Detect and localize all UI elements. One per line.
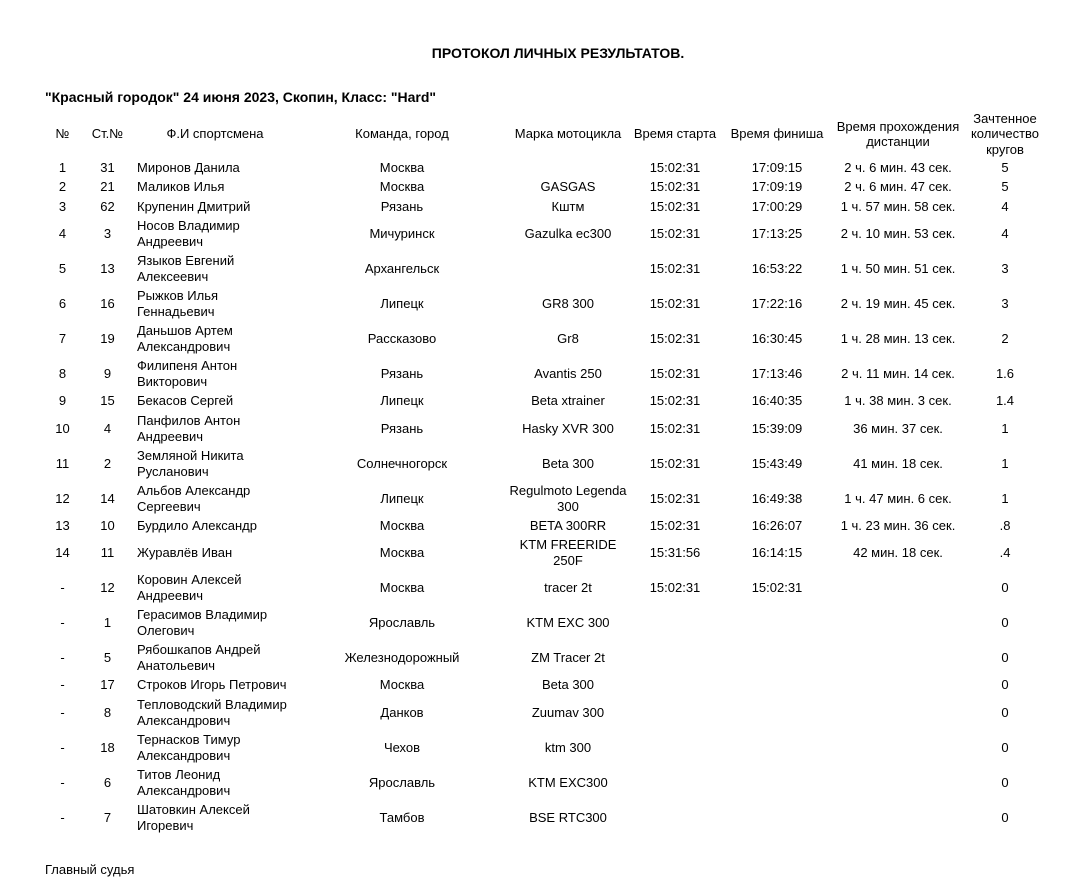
cell-name: Носов Владимир Андреевич [137,218,240,249]
cell-start-number: 14 [100,490,115,506]
cell-bike: Gazulka ec300 [524,226,612,241]
cell-laps: .8 [999,517,1011,533]
cell-laps: 3 [1001,296,1009,311]
cell-duration: 1 ч. 47 мин. 6 сек. [844,490,952,506]
cell-laps: 4 [1001,226,1009,241]
cell-bike: Кштм [551,198,585,214]
cell-finish-time [723,765,831,800]
table-row [45,411,1045,446]
cell-duration: 2 ч. 10 мин. 53 сек. [840,226,956,241]
cell-team: Москва [379,517,425,533]
cell-duration [831,765,965,800]
cell-laps: 4 [1001,198,1009,214]
cell-place: 6 [58,296,67,311]
cell-finish-time: 17:00:29 [751,198,803,214]
cell-finish-time [723,641,831,676]
cell-duration: 2 ч. 19 мин. 45 сек. [840,296,956,311]
cell-laps: 1.4 [995,393,1015,409]
cell-duration [831,641,965,676]
cell-place: 12 [55,490,70,506]
cell-start-number: 21 [100,179,115,195]
cell-laps: 1.6 [995,366,1015,381]
cell-place: 2 [58,179,67,195]
cell-bike: Beta 300 [541,677,595,693]
cell-team: Солнечногорск [356,455,448,471]
header-laps: Зачтенное количество кругов [970,110,1040,157]
cell-start-time: 15:02:31 [649,159,701,175]
cell-duration: 1 ч. 28 мин. 13 сек. [840,331,956,346]
table-row [45,730,1045,765]
table-row [45,357,1045,392]
cell-finish-time: 17:13:46 [751,366,803,381]
cell-bike: Regulmoto Legenda 300 [509,482,627,514]
cell-start-number: 15 [100,393,115,409]
cell-start-number: 9 [103,366,112,381]
cell-start-number: 1 [103,615,112,630]
cell-name: Коровин Алексей Андреевич [137,572,242,603]
cell-start-number: 18 [100,739,115,755]
cell-team: Чехов [383,739,421,755]
cell-name: Крупенин Дмитрий [137,198,251,214]
cell-name: Филипеня Антон Викторович [137,358,238,389]
table-row [45,695,1045,730]
cell-finish-time [723,800,831,835]
cell-start-number: 2 [103,455,112,471]
cell-bike: Gr8 [557,331,579,346]
results-table [45,110,1045,835]
cell-duration: 42 мин. 18 сек. [853,545,943,560]
cell-place: 3 [58,198,67,214]
table-header-row [45,110,1045,158]
cell-name: Рыжков Илья Геннадьевич [137,288,219,319]
cell-name: Миронов Данила [137,159,240,175]
cell-laps: 2 [1001,331,1009,346]
cell-duration: 1 ч. 57 мин. 58 сек. [840,198,956,214]
cell-name: Даньшов Артем Александрович [137,323,233,354]
cell-duration [831,571,965,606]
cell-bike: ktm 300 [544,739,592,755]
cell-start-number: 17 [100,677,115,693]
header-duration: Время прохождения дистанции [836,118,960,149]
cell-laps: 0 [1001,704,1009,720]
cell-start-number: 10 [100,517,115,533]
cell-place: - [60,809,65,825]
cell-bike [509,252,627,287]
table-row [45,765,1045,800]
footer-text: Главный судья [45,862,135,877]
cell-finish-time [723,730,831,765]
table-row [45,392,1045,412]
cell-bike: tracer 2t [544,580,592,595]
cell-name: Герасимов Владимир Олегович [137,607,268,638]
cell-place: 8 [58,366,67,381]
cell-laps: 0 [1001,615,1009,630]
cell-duration [831,730,965,765]
cell-start-number: 8 [103,704,112,720]
cell-duration [831,800,965,835]
cell-finish-time: 17:22:16 [751,296,803,311]
cell-laps: 1 [1001,420,1009,436]
cell-start-number: 31 [100,159,115,175]
cell-place: - [60,615,65,630]
table-row [45,322,1045,357]
cell-duration: 2 ч. 6 мин. 47 сек. [844,179,952,195]
cell-team: Липецк [380,490,424,506]
table-row [45,641,1045,676]
cell-bike: Hasky XVR 300 [522,420,614,436]
cell-start-time: 15:02:31 [649,455,701,471]
cell-duration [831,695,965,730]
results-body [45,158,1045,835]
cell-start-number: 6 [103,774,112,790]
cell-finish-time [723,606,831,641]
cell-team: Ярославль [368,615,436,630]
cell-duration: 1 ч. 50 мин. 51 сек. [840,261,956,276]
cell-start-number: 13 [100,261,115,276]
cell-duration: 1 ч. 23 мин. 36 сек. [840,517,956,533]
cell-team: Архангельск [364,261,440,276]
cell-bike: Zuumav 300 [531,704,605,720]
cell-team: Москва [379,179,425,195]
table-row [45,536,1045,571]
cell-place: - [60,739,65,755]
cell-laps: 0 [1001,580,1009,595]
cell-duration: 41 мин. 18 сек. [853,455,943,471]
event-subtitle: "Красный городок" 24 июня 2023, Скопин, Класс: "Hard" [45,89,437,105]
cell-start-time: 15:02:31 [649,226,701,241]
cell-finish-time: 16:53:22 [751,261,803,276]
header-name: Ф.И спортсмена [166,126,264,142]
cell-duration [831,606,965,641]
cell-name: Бурдило Александр [137,517,257,533]
cell-bike: KTM EXC300 [528,774,608,790]
cell-place: 10 [55,420,70,436]
cell-start-time [627,641,723,676]
header-bike: Марка мотоцикла [514,126,622,142]
cell-laps: 1 [1001,455,1009,471]
cell-finish-time: 16:26:07 [751,517,803,533]
cell-team: Мичуринск [369,226,435,241]
cell-place: 5 [58,261,67,276]
cell-finish-time: 17:09:15 [751,159,803,175]
cell-laps: .4 [999,545,1011,560]
table-row [45,481,1045,516]
cell-finish-time: 15:39:09 [751,420,803,436]
cell-team: Липецк [380,393,424,409]
cell-place: 4 [58,226,67,241]
cell-name: Шатовкин Алексей Игоревич [137,801,250,833]
cell-name: Бекасов Сергей [137,393,234,409]
header-place: № [55,126,70,142]
cell-place: - [60,677,65,693]
cell-name: Панфилов Антон Андреевич [137,412,241,444]
cell-place: - [60,774,65,790]
cell-team: Липецк [380,296,424,311]
cell-team: Рязань [380,198,424,214]
cell-place: 14 [55,545,70,560]
cell-laps: 0 [1001,739,1009,755]
cell-name: Строков Игорь Петрович [137,677,287,693]
cell-duration: 1 ч. 38 мин. 3 сек. [844,393,952,409]
cell-bike [509,158,627,178]
cell-bike: BETA 300RR [529,517,607,533]
cell-place: 1 [58,159,67,175]
cell-finish-time [723,676,831,696]
table-row [45,178,1045,198]
cell-bike: Beta xtrainer [531,393,605,409]
table-row [45,571,1045,606]
cell-start-time: 15:02:31 [649,517,701,533]
table-row [45,252,1045,287]
cell-bike: Beta 300 [541,455,595,471]
cell-place: - [60,704,65,720]
table-row [45,606,1045,641]
cell-place: - [60,650,65,665]
cell-start-time [627,695,723,730]
table-row [45,446,1045,481]
cell-duration: 36 мин. 37 сек. [853,420,943,436]
cell-team: Рязань [380,366,424,381]
cell-place: 9 [58,393,67,409]
cell-start-time: 15:02:31 [649,198,701,214]
header-team: Команда, город [355,126,449,142]
cell-finish-time: 15:43:49 [751,455,803,471]
header-finish-time: Время финиша [730,126,824,142]
cell-laps: 0 [1001,809,1009,825]
cell-bike: GASGAS [540,179,596,195]
cell-start-time: 15:02:31 [649,420,701,436]
cell-laps: 5 [1001,179,1009,195]
cell-place: - [60,580,65,595]
cell-start-time: 15:02:31 [649,261,701,276]
cell-duration: 2 ч. 11 мин. 14 сек. [841,366,955,381]
cell-start-time: 15:02:31 [649,296,701,311]
cell-team: Рассказово [367,331,437,346]
cell-team: Рязань [380,420,424,436]
cell-team: Москва [379,677,425,693]
cell-start-time [627,730,723,765]
cell-start-number: 7 [103,809,112,825]
table-row [45,676,1045,696]
cell-name: Рябошкапов Андрей Анатольевич [137,642,261,673]
cell-finish-time [723,695,831,730]
cell-name: Журавлёв Иван [137,545,233,560]
cell-laps: 0 [1001,677,1009,693]
cell-name: Маликов Илья [137,179,225,195]
cell-start-number: 4 [103,420,112,436]
cell-place: 11 [55,455,70,471]
cell-finish-time: 16:49:38 [751,490,803,506]
cell-name: Тепловодский Владимир Александрович [137,696,287,728]
cell-team: Москва [379,580,425,595]
table-row [45,800,1045,835]
cell-place: 13 [55,517,70,533]
table-row [45,197,1045,217]
cell-start-number: 16 [100,296,115,311]
cell-place: 7 [58,331,67,346]
cell-team: Тамбов [379,809,425,825]
cell-bike: BSE RTC300 [529,809,607,825]
cell-name: Тернасков Тимур Александрович [137,731,241,763]
cell-team: Данков [380,704,424,720]
cell-name: Титов Леонид Александрович [137,766,231,798]
cell-finish-time: 17:09:19 [751,179,803,195]
cell-start-number: 62 [100,198,115,214]
cell-team: Ярославль [368,774,436,790]
cell-laps: 0 [1001,774,1009,790]
cell-start-time [627,800,723,835]
header-start-time: Время старта [633,126,717,142]
cell-start-time: 15:02:31 [649,331,701,346]
cell-name: Языков Евгений Алексеевич [137,253,235,284]
cell-bike: ZM Tracer 2t [531,650,605,665]
cell-start-time [627,765,723,800]
cell-team: Москва [379,545,425,560]
cell-laps: 3 [1001,261,1009,276]
cell-start-number: 11 [100,545,115,560]
document-title: ПРОТОКОЛ ЛИЧНЫХ РЕЗУЛЬТАТОВ. [431,45,685,61]
cell-finish-time: 15:02:31 [751,580,803,595]
cell-bike: KTM EXC 300 [526,615,610,630]
table-row [45,516,1045,536]
cell-start-time [627,676,723,696]
cell-finish-time: 16:40:35 [751,393,803,409]
cell-start-number: 5 [103,650,112,665]
cell-start-number: 12 [100,580,115,595]
cell-laps: 1 [1001,490,1009,506]
header-start-number: Ст.№ [91,126,124,142]
cell-start-time: 15:02:31 [649,366,701,381]
cell-bike: Avantis 250 [534,366,602,381]
cell-bike: KTM FREERIDE 250F [519,537,617,568]
table-row [45,217,1045,252]
cell-finish-time: 16:14:15 [751,545,803,560]
cell-team: Москва [379,159,425,175]
cell-finish-time: 17:13:25 [751,226,803,241]
cell-start-time: 15:02:31 [649,580,701,595]
cell-start-number: 19 [100,331,115,346]
table-row [45,287,1045,322]
cell-team: Железнодорожный [344,650,460,665]
cell-start-time: 15:02:31 [649,490,701,506]
cell-start-number: 3 [103,226,112,241]
cell-laps: 5 [1001,159,1009,175]
cell-name: Земляной Никита Русланович [137,447,244,479]
cell-finish-time: 16:30:45 [751,331,803,346]
cell-start-time [627,606,723,641]
cell-duration [831,676,965,696]
cell-name: Альбов Александр Сергеевич [137,482,251,514]
cell-duration: 2 ч. 6 мин. 43 сек. [844,159,952,175]
cell-laps: 0 [1001,650,1009,665]
cell-start-time: 15:02:31 [649,179,701,195]
cell-start-time: 15:02:31 [649,393,701,409]
table-row [45,158,1045,178]
cell-bike: GR8 300 [541,296,595,311]
cell-start-time: 15:31:56 [649,545,701,560]
